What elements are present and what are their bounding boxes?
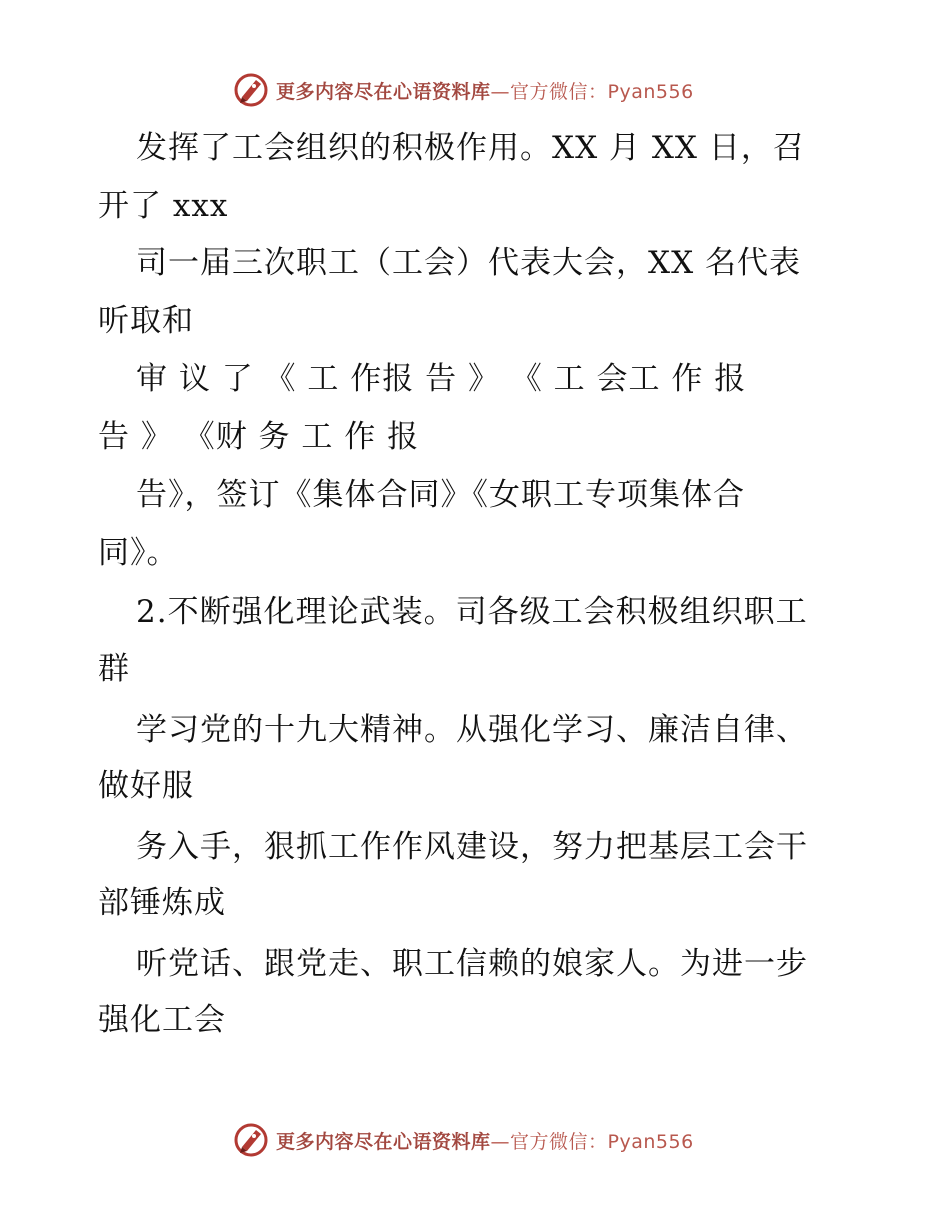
header-banner — [232, 68, 694, 112]
footer-banner — [232, 1118, 694, 1162]
text-line: 司一届三次职工（工会）代表大会，XX 名代表 — [136, 245, 801, 281]
text-line: 告》，签订《集体合同》《女职工专项集体合 — [136, 477, 745, 513]
header-banner-text — [276, 77, 694, 104]
header-banner-contact: —官方微信：Pyan556 — [490, 80, 694, 103]
footer-banner-title: 更多内容尽在心语资料库 — [276, 1130, 491, 1153]
text-line: 听党话、跟党走、职工信赖的娘家人。为进一步 — [136, 946, 808, 982]
text-line: 学习党的十九大精神。从强化学习、廉洁自律、 — [136, 712, 808, 748]
text-line: 同》。 — [98, 535, 179, 571]
text-line: 2.不断强化理论武装。司各级工会积极组织职工 — [136, 594, 808, 630]
pen-logo-icon — [232, 1121, 270, 1159]
text-line: 发挥了工会组织的积极作用。XX 月 XX 日，召 — [136, 130, 805, 166]
text-line: 告 》 《财 务 工 作 报 — [98, 419, 420, 455]
text-line: 务入手，狠抓工作作风建设，努力把基层工会干 — [136, 829, 808, 865]
text-line: 听取和 — [98, 303, 194, 339]
text-line: 审 议 了 《 工 作报 告 》 《 工 会工 作 报 — [136, 361, 747, 397]
text-line: 部锤炼成 — [98, 885, 226, 921]
text-line: 开了 xxx — [98, 188, 229, 224]
text-line: 群 — [98, 651, 130, 687]
footer-banner-text — [276, 1127, 694, 1154]
text-line: 做好服 — [98, 768, 194, 804]
header-banner-title: 更多内容尽在心语资料库 — [276, 80, 491, 103]
text-line: 强化工会 — [98, 1002, 226, 1038]
footer-banner-contact: —官方微信：Pyan556 — [490, 1130, 694, 1153]
pen-logo-icon — [232, 71, 270, 109]
